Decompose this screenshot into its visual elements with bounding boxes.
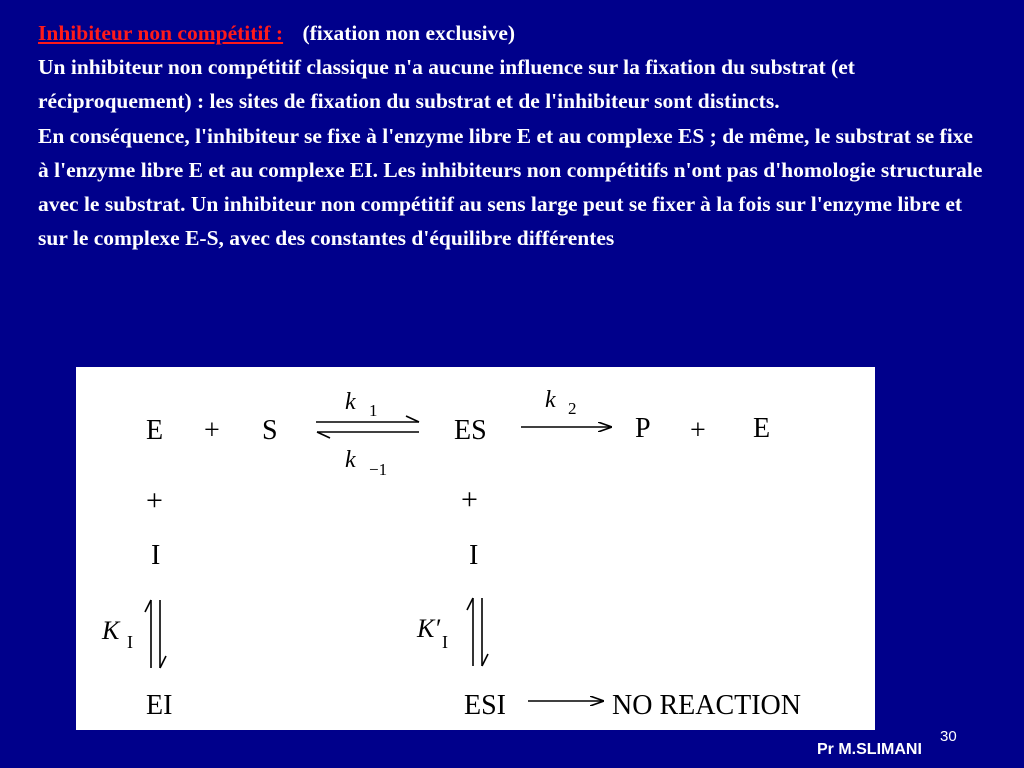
rate-km1-subscript: −1 <box>369 460 388 479</box>
plus-sign: + <box>690 415 706 446</box>
constant-ki-prime-symbol: K′ <box>417 614 441 643</box>
species-enzyme-regenerated: E <box>753 413 771 444</box>
constant-ki-symbol: K <box>102 616 120 645</box>
slide-subtitle: (fixation non exclusive) <box>302 21 516 45</box>
species-es-complex: ES <box>454 415 487 446</box>
paragraph-definition: Un inhibiteur non compétitif classique n'a aucune influence sur la fixation du substrat (et réciproquement) : les sites de fixation du substrat et de l'inhibiteur sont distincts. <box>38 55 855 114</box>
plus-sign: + <box>146 484 163 517</box>
slide-title: Inhibiteur non compétitif : <box>38 21 284 45</box>
rate-km1-symbol: k <box>345 447 356 473</box>
species-product: P <box>635 413 651 444</box>
slide-text <box>38 16 988 255</box>
species-esi-complex: ESI <box>464 690 506 721</box>
author-credit: Pr M.SLIMANI <box>817 741 922 758</box>
species-enzyme: E <box>146 415 164 446</box>
species-ei-complex: EI <box>146 690 173 721</box>
no-reaction-label: NO REACTION <box>612 690 801 721</box>
reaction-scheme-svg <box>76 367 875 730</box>
rate-k1-symbol: k <box>345 389 356 415</box>
species-inhibitor: I <box>469 540 479 571</box>
paragraph-consequence: En conséquence, l'inhibiteur se fixe à l'enzyme libre E et au complexe ES ; de même, le substrat se fixe à l'enzyme libre E et au complexe EI. Les inhibiteurs non compétitifs n'ont pas d'homologie structurale avec le substrat. Un inhibiteur non compétitif au sens large peut se fixer à la fois sur l'enzyme libre et sur le complexe E-S, avec des constantes d'équilibre différentes <box>38 123 983 251</box>
reaction-scheme-diagram <box>76 367 875 730</box>
species-substrate: S <box>262 415 278 446</box>
heading-line <box>38 16 988 50</box>
page-number: 30 <box>940 728 957 745</box>
constant-ki-subscript: I <box>127 632 133 652</box>
plus-sign: + <box>204 415 220 446</box>
rate-k1-subscript: 1 <box>369 401 378 420</box>
constant-ki-prime-subscript: I <box>442 632 448 652</box>
species-inhibitor: I <box>151 540 161 571</box>
equilibrium-arrows <box>316 416 419 438</box>
plus-sign: + <box>461 483 478 516</box>
rate-k2-symbol: k <box>545 387 556 413</box>
rate-k2-subscript: 2 <box>568 399 577 418</box>
inhibitor-binding-equilibrium-arrows <box>145 600 166 668</box>
esi-binding-equilibrium-arrows <box>467 598 488 666</box>
